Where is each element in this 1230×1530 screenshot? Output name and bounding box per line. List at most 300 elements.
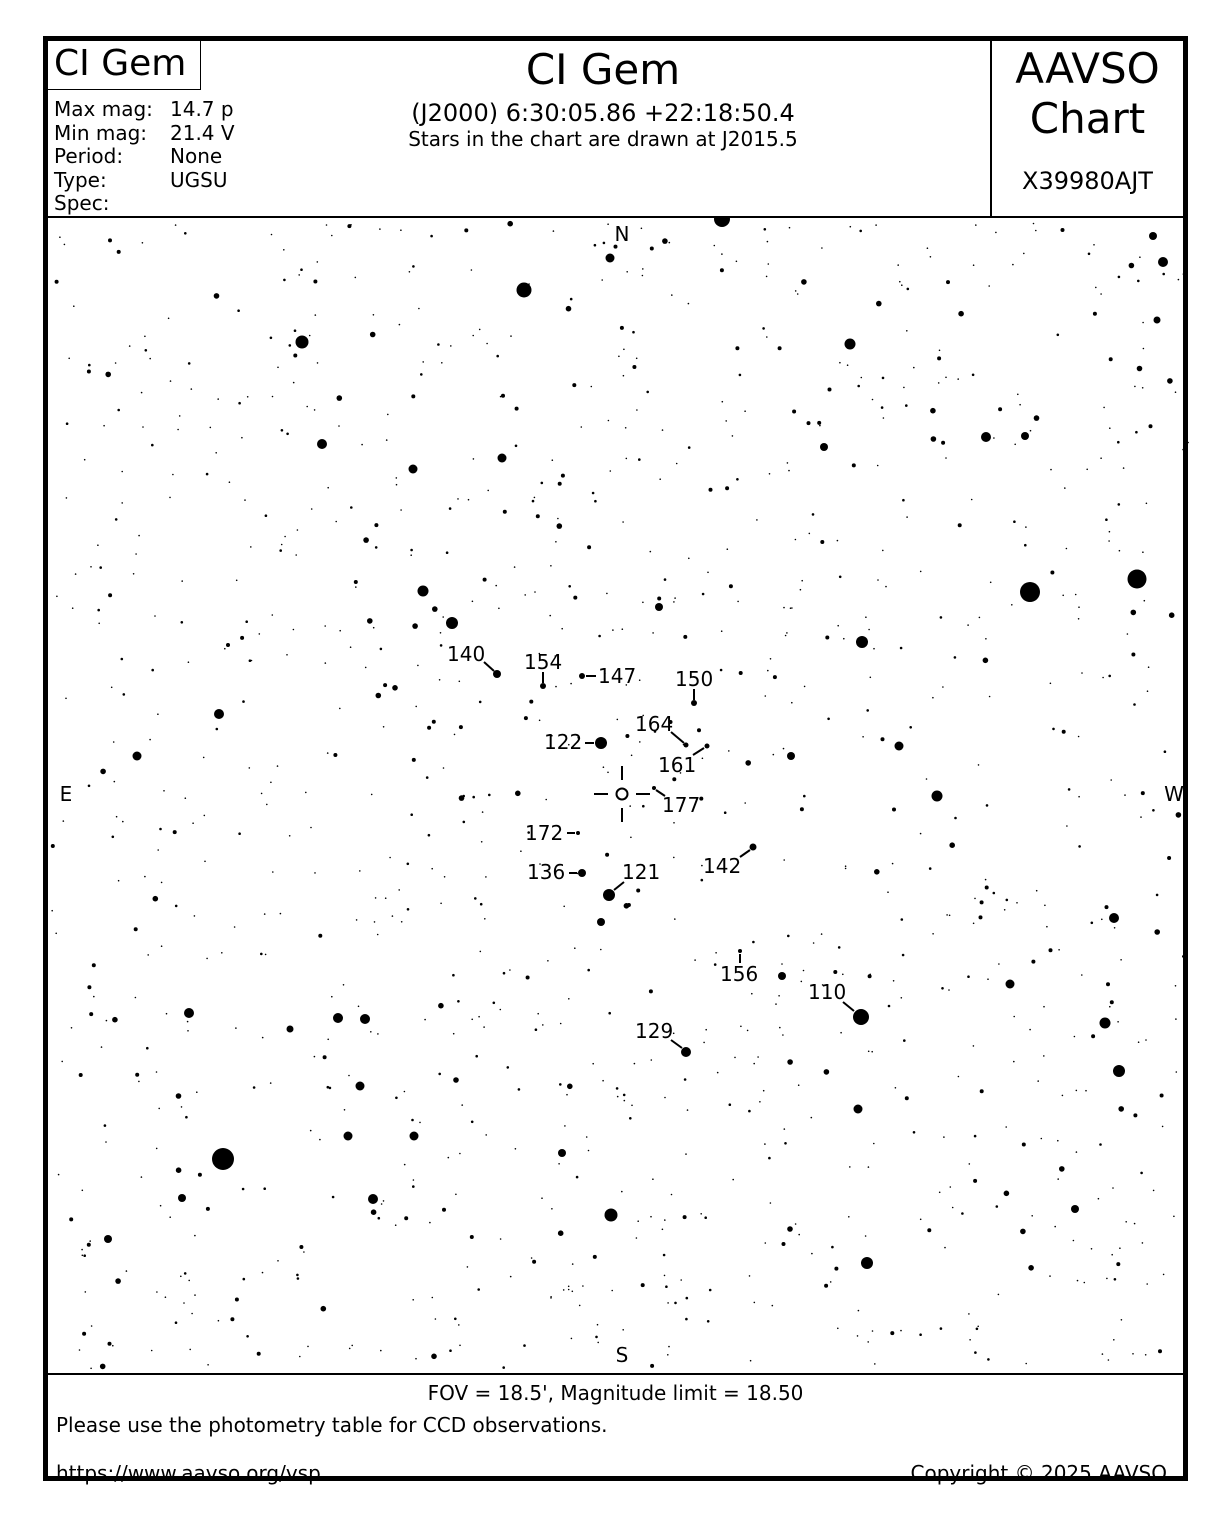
background-star: [1054, 1226, 1056, 1228]
background-star: [837, 540, 839, 542]
star: [1071, 1205, 1079, 1213]
background-star: [1156, 894, 1159, 897]
comparison-label: 142: [703, 854, 742, 878]
background-star: [852, 463, 856, 467]
background-star: [117, 409, 120, 412]
background-star: [680, 1279, 682, 1281]
background-star: [339, 708, 341, 710]
background-star: [1033, 223, 1035, 225]
background-star: [535, 1028, 538, 1031]
background-star: [1146, 503, 1148, 505]
background-star: [297, 529, 299, 531]
background-star: [683, 635, 687, 639]
background-star: [481, 841, 483, 843]
background-star: [637, 1220, 639, 1222]
background-star: [652, 632, 654, 634]
background-star: [768, 1157, 771, 1160]
background-star: [184, 232, 187, 235]
background-star: [235, 1027, 237, 1029]
background-star: [709, 1289, 712, 1292]
background-star: [937, 356, 941, 360]
background-star: [729, 1103, 732, 1106]
star: [214, 709, 224, 719]
background-star: [161, 882, 163, 884]
background-star: [893, 980, 895, 982]
background-star: [883, 417, 885, 419]
background-star: [523, 1344, 526, 1347]
background-star: [507, 221, 513, 227]
background-star: [510, 1276, 512, 1278]
background-star: [901, 997, 903, 999]
background-star: [1123, 467, 1125, 469]
background-star: [909, 726, 912, 729]
background-star: [1100, 293, 1102, 295]
background-star: [459, 725, 463, 729]
background-star: [253, 1086, 256, 1089]
background-star: [555, 686, 557, 688]
background-star: [242, 1188, 245, 1191]
background-star: [702, 593, 705, 596]
star: [558, 1149, 566, 1157]
background-star: [717, 1072, 719, 1074]
background-star: [380, 648, 383, 651]
background-star: [594, 500, 597, 503]
star: [296, 336, 309, 349]
background-star: [90, 566, 92, 568]
background-star: [1061, 228, 1065, 232]
comparison-star-dot: [652, 786, 656, 790]
background-star: [977, 1326, 979, 1328]
background-star: [603, 766, 605, 768]
background-star: [763, 1090, 765, 1092]
vsp-link[interactable]: https://www.aavso.org/vsp: [56, 1461, 321, 1485]
background-star: [1127, 633, 1129, 635]
background-star: [437, 343, 440, 346]
background-star: [950, 1186, 952, 1188]
background-star: [319, 1139, 321, 1141]
comparison-star-dot: [853, 1009, 869, 1025]
background-star: [259, 633, 261, 635]
background-star: [985, 886, 989, 890]
background-star: [483, 1026, 485, 1028]
background-star: [1111, 1254, 1113, 1256]
chart-title: CI Gem: [525, 45, 681, 94]
background-star: [350, 646, 352, 648]
background-star: [942, 686, 944, 688]
background-star: [1036, 890, 1038, 892]
background-star: [627, 903, 631, 907]
star-name-box: [48, 41, 201, 90]
background-star: [173, 830, 177, 834]
background-star: [189, 1349, 191, 1351]
background-star: [524, 594, 526, 596]
comparison-label: 147: [598, 664, 637, 688]
background-star: [1058, 949, 1060, 951]
background-star: [664, 1097, 666, 1099]
background-star: [903, 1039, 906, 1042]
background-star: [668, 1346, 670, 1348]
fov-text: FOV = 18.5', Magnitude limit = 18.50: [427, 1381, 804, 1405]
background-star: [1086, 469, 1088, 471]
background-star: [1105, 518, 1108, 521]
background-star: [767, 241, 769, 243]
background-star: [261, 793, 263, 795]
background-star: [601, 279, 603, 281]
background-star: [114, 781, 116, 783]
background-star: [573, 596, 577, 600]
background-star: [1131, 610, 1137, 616]
background-star: [872, 399, 874, 401]
background-star: [188, 1280, 190, 1282]
background-star: [707, 572, 709, 574]
comparison-star-dot: [595, 737, 607, 749]
background-star: [789, 227, 791, 229]
background-star: [736, 478, 739, 481]
background-star: [877, 579, 879, 581]
chart-footer: [48, 1373, 1183, 1483]
background-star: [1077, 1280, 1079, 1282]
background-star: [1062, 730, 1066, 734]
background-star: [477, 1288, 480, 1291]
comparison-label: 161: [658, 753, 697, 777]
background-star: [1184, 1220, 1186, 1222]
background-star: [958, 311, 964, 317]
background-star: [592, 492, 595, 495]
background-star: [64, 244, 66, 246]
star: [287, 1026, 294, 1033]
background-star: [881, 406, 884, 409]
background-star: [184, 1272, 187, 1275]
background-star: [370, 332, 376, 338]
background-star: [739, 671, 743, 675]
background-star: [1013, 520, 1016, 523]
aavso-label: AAVSO: [1015, 44, 1160, 93]
background-star: [606, 593, 608, 595]
background-star: [837, 625, 839, 627]
background-star: [509, 969, 511, 971]
background-star: [895, 1087, 897, 1089]
background-star: [1167, 856, 1171, 860]
background-star: [121, 658, 124, 661]
background-star: [1014, 444, 1016, 446]
background-star: [192, 822, 194, 824]
background-star: [75, 573, 77, 575]
background-star: [625, 427, 627, 429]
background-star: [83, 1254, 86, 1257]
background-star: [993, 437, 995, 439]
background-star: [770, 658, 772, 660]
background-star: [310, 1130, 312, 1132]
background-star: [874, 869, 880, 875]
background-star: [974, 898, 976, 900]
coordinates: (J2000) 6:30:05.86 +22:18:50.4: [411, 99, 795, 127]
background-star: [593, 1255, 597, 1259]
background-star: [800, 807, 804, 811]
background-star: [487, 490, 489, 492]
background-star: [472, 335, 474, 337]
comparison-star-dot: [750, 844, 757, 851]
background-star: [176, 1093, 182, 1099]
background-star: [1178, 279, 1180, 281]
background-star: [618, 356, 620, 358]
background-star: [694, 959, 696, 961]
background-star: [464, 228, 468, 232]
background-star: [600, 949, 602, 951]
background-star: [194, 1294, 196, 1296]
background-star: [1114, 1278, 1117, 1281]
background-star: [221, 952, 223, 954]
background-star: [485, 876, 487, 878]
background-star: [56, 596, 58, 598]
chart-id: X39980AJT: [1022, 167, 1153, 195]
background-star: [907, 288, 910, 291]
background-star: [383, 683, 387, 687]
background-star: [455, 1194, 457, 1196]
background-star: [993, 892, 996, 895]
background-star: [1176, 1071, 1178, 1073]
background-star: [432, 720, 436, 724]
background-star: [1057, 334, 1060, 337]
background-star: [1118, 276, 1121, 279]
background-star: [417, 665, 419, 667]
comparison-label: 150: [675, 667, 714, 691]
background-star: [191, 1313, 193, 1315]
background-star: [226, 643, 230, 647]
background-star: [650, 1216, 652, 1218]
background-star: [300, 268, 303, 271]
background-star: [112, 1345, 114, 1347]
background-star: [579, 1305, 581, 1307]
background-star: [216, 728, 219, 731]
background-star: [795, 1223, 797, 1225]
background-star: [262, 1272, 264, 1274]
background-star: [611, 1290, 613, 1292]
background-star: [881, 737, 885, 741]
background-star: [317, 261, 319, 263]
background-star: [532, 500, 535, 503]
star: [317, 439, 327, 449]
background-star: [187, 1021, 189, 1023]
background-star: [207, 1364, 209, 1366]
background-star: [973, 923, 975, 925]
background-star: [343, 984, 345, 986]
background-star: [1108, 540, 1110, 542]
background-star: [1073, 1240, 1075, 1242]
background-star: [108, 1342, 112, 1346]
comparison-star-dot: [576, 831, 580, 835]
comparison-star-110: [808, 980, 869, 1025]
background-star: [112, 1017, 118, 1023]
background-star: [175, 224, 177, 226]
background-star: [568, 1289, 570, 1291]
background-star: [979, 915, 983, 919]
background-star: [753, 1063, 755, 1065]
background-star: [721, 630, 723, 632]
comparison-stars: [447, 642, 869, 1057]
background-star: [819, 425, 821, 427]
background-star: [790, 607, 792, 609]
background-star: [157, 713, 159, 715]
background-star: [870, 677, 872, 679]
background-star: [1142, 322, 1144, 324]
background-star: [825, 636, 829, 640]
background-star: [952, 1207, 954, 1209]
background-star: [582, 1285, 584, 1287]
background-star: [591, 386, 593, 388]
background-star: [410, 813, 413, 816]
background-star: [361, 444, 363, 446]
star-field-svg: [48, 216, 1193, 1373]
background-star: [623, 1094, 626, 1097]
background-star: [81, 1249, 83, 1251]
background-star: [842, 974, 844, 976]
background-star: [88, 364, 91, 367]
background-star: [377, 934, 379, 936]
background-star: [542, 1024, 544, 1026]
background-star: [179, 415, 181, 417]
background-star: [820, 540, 824, 544]
background-star: [307, 1346, 309, 1348]
background-star: [639, 679, 641, 681]
star: [1158, 257, 1168, 267]
background-star: [1182, 449, 1184, 451]
background-star: [1102, 677, 1104, 679]
background-star: [667, 1302, 669, 1304]
background-star: [1116, 1262, 1120, 1266]
background-star: [496, 355, 499, 358]
background-star: [1068, 788, 1071, 791]
background-star: [277, 765, 279, 767]
background-star: [709, 488, 713, 492]
background-star: [941, 441, 945, 445]
background-star: [664, 578, 667, 581]
background-star: [249, 659, 252, 662]
star: [854, 1105, 863, 1114]
background-star: [732, 435, 734, 437]
background-star: [650, 247, 654, 251]
background-star: [978, 764, 980, 766]
background-star: [770, 1202, 772, 1204]
background-star: [913, 367, 915, 369]
background-star: [1028, 1265, 1034, 1271]
background-star: [734, 1057, 736, 1059]
background-star: [410, 554, 412, 556]
background-star: [961, 1212, 964, 1215]
background-star: [332, 1196, 335, 1199]
background-star: [939, 350, 941, 352]
background-star: [217, 398, 219, 400]
background-star: [141, 1176, 143, 1178]
background-star: [621, 1191, 623, 1193]
background-star: [475, 1055, 478, 1058]
background-star: [1049, 1275, 1051, 1277]
background-star: [705, 1029, 707, 1031]
background-star: [812, 513, 815, 516]
background-star: [840, 1032, 842, 1034]
background-star: [1142, 551, 1144, 553]
background-star: [739, 374, 742, 377]
background-star: [206, 473, 209, 476]
background-star: [1187, 442, 1189, 444]
background-star: [237, 309, 240, 312]
background-star: [166, 1013, 168, 1015]
background-star: [1066, 825, 1068, 827]
background-star: [697, 728, 701, 732]
background-star: [828, 388, 832, 392]
background-star: [249, 767, 251, 769]
background-star: [700, 1213, 702, 1215]
star: [410, 1132, 419, 1141]
background-star: [534, 591, 536, 593]
direction-north: N: [614, 222, 630, 246]
background-star: [520, 850, 522, 852]
star: [409, 465, 418, 474]
background-star: [68, 358, 70, 360]
background-star: [363, 537, 369, 543]
background-star: [849, 1166, 851, 1168]
background-star: [401, 921, 403, 923]
star: [597, 918, 605, 926]
background-star: [558, 1230, 564, 1236]
background-star: [629, 1117, 632, 1120]
background-star: [1106, 982, 1110, 986]
background-star: [595, 1336, 598, 1339]
background-star: [574, 947, 576, 949]
background-star: [113, 741, 115, 743]
background-star: [838, 946, 841, 949]
background-star: [1020, 1229, 1026, 1235]
background-star: [1050, 683, 1052, 685]
background-star: [293, 382, 295, 384]
background-star: [626, 458, 628, 460]
background-star: [105, 1141, 107, 1143]
background-star: [764, 228, 767, 231]
background-star: [1175, 391, 1177, 393]
background-star: [927, 247, 929, 249]
background-star: [1145, 1354, 1147, 1356]
background-star: [176, 1167, 182, 1173]
background-star: [335, 521, 337, 523]
background-star: [938, 382, 940, 384]
background-star: [783, 748, 785, 750]
background-star: [811, 1117, 813, 1119]
background-star: [331, 235, 333, 237]
background-star: [1078, 736, 1080, 738]
comparison-star-dot: [579, 673, 585, 679]
background-star: [112, 836, 115, 839]
background-star: [472, 601, 474, 603]
background-star: [1093, 312, 1097, 316]
background-star: [566, 306, 572, 312]
background-star: [987, 978, 989, 980]
background-star: [874, 1363, 876, 1365]
background-star: [872, 1330, 874, 1332]
background-star: [1109, 531, 1111, 533]
star: [820, 443, 828, 451]
background-star: [204, 861, 206, 863]
background-star: [641, 1283, 645, 1287]
background-star: [87, 985, 91, 989]
background-star: [674, 1302, 677, 1305]
background-star: [370, 1031, 372, 1033]
background-star: [82, 1255, 84, 1257]
comparison-star-164: [635, 712, 689, 748]
background-star: [764, 1143, 766, 1145]
star: [133, 752, 142, 761]
background-star: [399, 324, 401, 326]
background-star: [605, 853, 609, 857]
background-star: [792, 410, 796, 414]
